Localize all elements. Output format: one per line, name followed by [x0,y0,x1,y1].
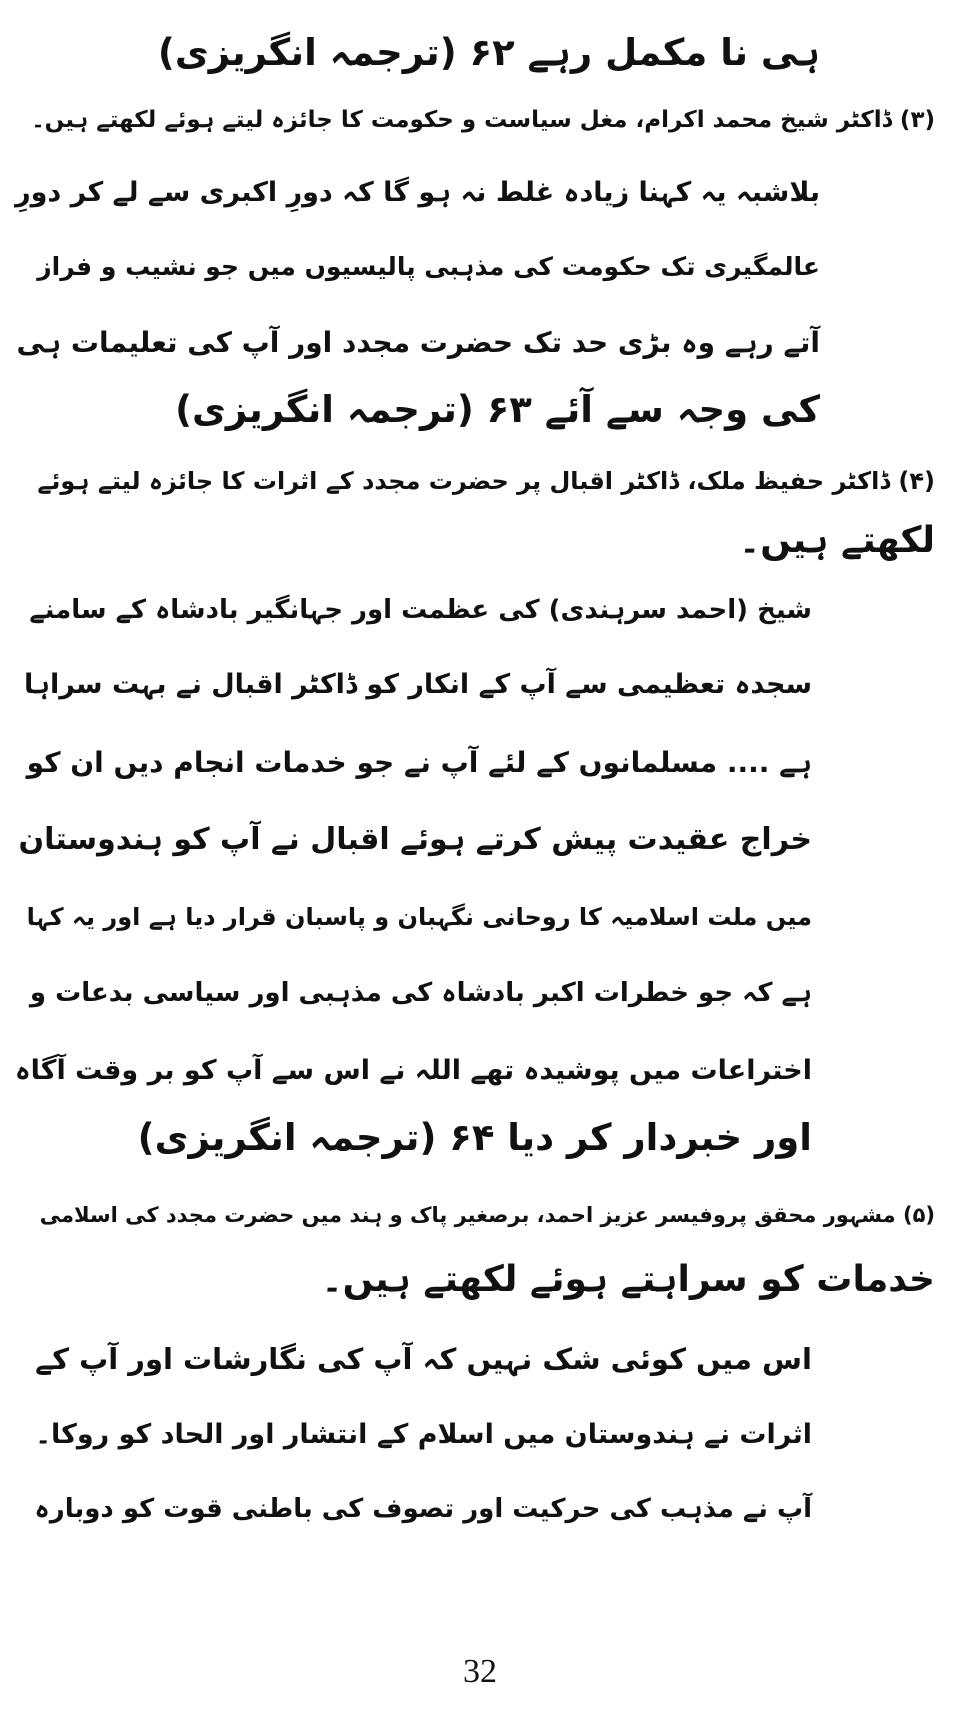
text-line-2: (۳) ڈاکٹر شیخ محمد اکرام، مغل سیاست و حکومت کا جائزہ لیتے ہوئے لکھتے ہیں۔ [31,107,935,133]
text-line-20: اثرات نے ہندوستان میں اسلام کے انتشار اور الحاد کو روکا۔ [35,1419,812,1450]
text-line-8: لکھتے ہیں۔ [739,520,935,561]
text-line-11: ہے .... مسلمانوں کے لئے آپ نے جو خدمات انجام دیں ان کو [26,746,812,779]
text-line-7: (۴) ڈاکٹر حفیظ ملک، ڈاکٹر اقبال پر حضرت مجدد کے اثرات کا جائزہ لیتے ہوئے [37,467,935,495]
text-line-19: اس میں کوئی شک نہیں کہ آپ کی نگارشات اور آپ کے [35,1342,812,1376]
text-line-10: سجدہ تعظیمی سے آپ کے انکار کو ڈاکٹر اقبال نے بہت سراہا [23,669,812,700]
text-line-17: (۵) مشہور محقق پروفیسر عزیز احمد، برصغیر پاک و ہند میں حضرت مجدد کی اسلامی [39,1203,935,1227]
text-line-12: خراج عقیدت پیش کرتے ہوئے اقبال نے آپ کو ہندوستان [18,822,812,857]
text-line-1: ہی نا مکمل رہے ۶۲ (ترجمہ انگریزی) [157,31,820,74]
page-number: 32 [463,1653,497,1690]
text-line-3: بلاشبہ یہ کہنا زیادہ غلط نہ ہو گا کہ دورِ اکبری سے لے کر دورِ [15,177,820,208]
text-line-13: میں ملت اسلامیہ کا روحانی نگہبان و پاسبان قرار دیا ہے اور یہ کہا [26,903,812,931]
text-line-18: خدمات کو سراہتے ہوئے لکھتے ہیں۔ [321,1259,935,1300]
text-line-5: آتے رہے وہ بڑی حد تک حضرت مجدد اور آپ کی تعلیمات ہی [16,326,820,359]
text-line-4: عالمگیری تک حکومت کی مذہبی پالیسیوں میں جو نشیب و فراز [37,252,820,281]
text-line-15: اختراعات میں پوشیدہ تھے اللہ نے اس سے آپ کو بر وقت آگاہ [14,1055,812,1086]
text-line-9: شیخ (احمد سرہندی) کی عظمت اور جہانگیر بادشاہ کے سامنے [29,595,812,625]
text-line-16: اور خبردار کر دیا ۶۴ (ترجمہ انگریزی) [137,1116,812,1159]
text-line-14: ہے کہ جو خطرات اکبر بادشاہ کی مذہبی اور سیاسی بدعات و [29,978,812,1008]
text-line-6: کی وجہ سے آئے ۶۳ (ترجمہ انگریزی) [175,388,820,431]
text-line-21: آپ نے مذہب کی حرکیت اور تصوف کی باطنی قوت کو دوبارہ [34,1494,812,1524]
